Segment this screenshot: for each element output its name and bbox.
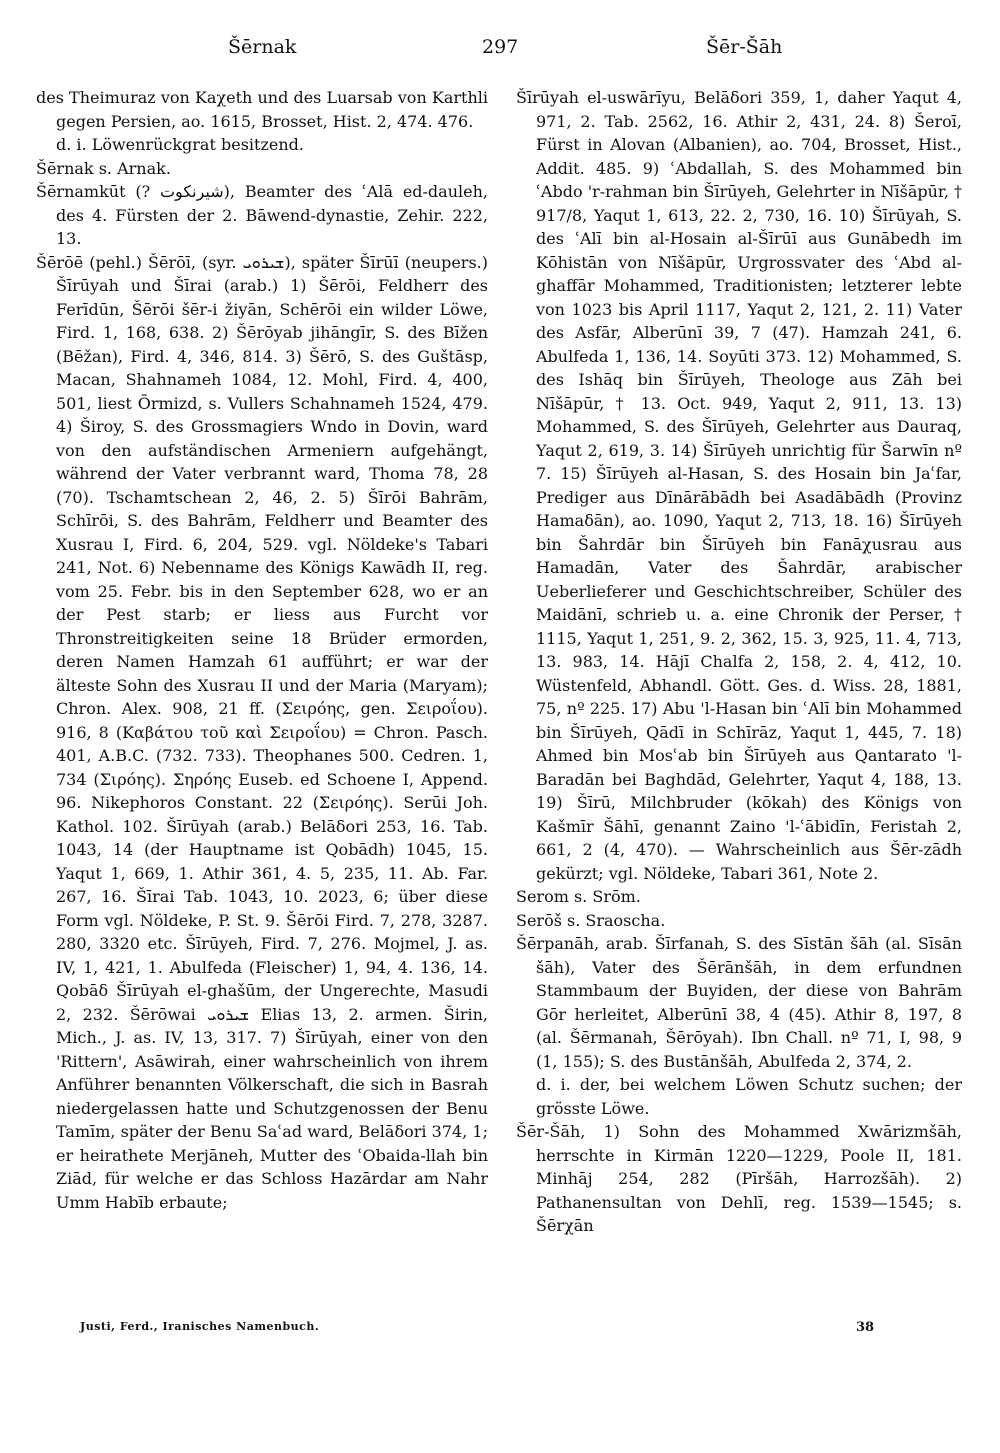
right-column <box>516 86 962 1238</box>
right-entry-0: Šīrūyah el-uswārīyu, Belāδori 359, 1, daher Yaqut 4, 971, 2. Tab. 2562, 16. Athir 2, 431, 24. 8) Šeroī, Fürst in Alovan (Albanien), ao. 704, Brosset, Hist., Addit. 485. 9) ʿAbdallah, S. des Mohammed bin ʿAbdo 'r-rahman bin Šīrūyeh, Gelehrter in Nīšāpūr, † 917/8, Yaqut 1, 613, 22. 2, 730, 16. 10) Šīrūyah, S. des ʿAlī bin al-Hosain al-Šīrūī aus Gunābedh im Kōhistān von Nīšāpūr, Urgrossvater des ʿAbd al-ghaffār Mohammed, Traditionisten; letzterer lebte von 1023 bis April 1117, Yaqut 2, 121, 2. 11) Vater des Asfār, Alberūnī 39, 7 (47). Hamzah 241, 6. Abulfeda 1, 136, 14. Soyūti 373. 12) Mohammed, S. des Ishāq bin Šīrūyeh, Theologe aus Zāh bei Nīšāpūr, † 13. Oct. 949, Yaqut 2, 911, 13. 13) Mohammed, S. des Šīrūyeh, Gelehrter aus Dauraq, Yaqut 2, 619, 3. 14) Šīrūyeh unrichtig für Šarwīn nº 7. 15) Šīrūyeh al-Hasan, S. des Hosain bin Jaʿfar, Prediger aus Dīnārābādh bei Asadābādh (Provinz Hamaδān), ao. 1090, Yaqut 2, 713, 18. 16) Šīrūyeh bin Šahrdār bin Šīrūyeh bin Fanāχusrau aus Hamadān, Vater des Šahrdār, arabischer Ueberlieferer und Geschichtschreiber, Schüler des Maidānī, schrieb u. a. eine Chronik der Perser, † 1115, Yaqut 1, 251, 9. 2, 362, 15. 3, 925, 11. 4, 713, 13. 983, 14. Hājī Chalfa 2, 158, 2. 4, 412, 10. Wüstenfeld, Abhandl. Gött. Ges. d. Wiss. 28, 1881, 75, nº 225. 17) Abu 'l-Hasan bin ʿAlī bin Mohammed bin Šīrūyeh, Qādī in Schīrāz, Yaqut 1, 445, 7. 18) Ahmed bin Mosʿab bin Šīrūyeh aus Qantarato 'l-Baradān bei Baghdād, Gelehrter, Yaqut 4, 188, 13. 19) Šīrū, Milchbruder (kōkah) des Königs von Kašmīr Šāhī, genannt Zaino 'l-ʿābidīn, Feristah 2, 661, 2 (4, 470). — Wahrscheinlich aus Šēr-zādh gekürzt; vgl. Nöldeke, Tabari 361, Note 2. <box>516 88 962 883</box>
right-entry-5: Šēr-Šāh, 1) Sohn des Mohammed Xwārizmšāh, herrschte in Kirmān 1220—1229, Poole II, 181. Minhāj 254, 282 (Pīršāh, Harrozšāh). 2) Pathanensultan von Dehlī, reg. 1539—1545; s. Šērχān <box>516 1122 962 1235</box>
footer-citation: Justi, Ferd., Iranisches Namenbuch. <box>80 1320 320 1333</box>
left-entry-0: des Theimuraz von Kaχeth und des Luarsab von Karthli gegen Persien, ao. 1615, Brosset, Hist. 2, 474. 476. <box>36 88 488 131</box>
signature-mark: 38 <box>856 1320 875 1335</box>
left-entry-3: Šērnamkūt (? شیرنکوت), Beamter des ʿAlā ed-dauleh, des 4. Fürsten der 2. Bāwend-dynastie, Zehir. 222, 13. <box>36 182 488 248</box>
left-entry-2: Šērnak s. Arnak. <box>36 158 171 178</box>
header-right-keyword: Šēr-Šāh <box>706 36 783 58</box>
right-entry-3: Šērpanāh, arab. Šīrfanah, S. des Sīstān šāh (al. Sīsān šāh), Vater des Šērānšāh, in dem erfundnen Stammbaum der Buyiden, der diese von Bahrām Gōr herleitet, Alberūnī 38, 4 (45). Athir 8, 197, 8 (al. Šērmanah, Šērōyah). Ibn Chall. nº 71, I, 98, 9 (1, 155); S. des Bustānšāh, Abulfeda 2, 374, 2. <box>516 934 962 1071</box>
right-note-4: d. i. der, bei welchem Löwen Schutz suchen; der grösste Löwe. <box>536 1075 962 1118</box>
right-entry-1: Serom s. Srōm. <box>516 887 641 906</box>
header-left-keyword: Šērnak <box>228 36 297 58</box>
running-header <box>0 36 1000 70</box>
right-entry-2: Serōš s. Sraoscha. <box>516 910 666 930</box>
page-number: 297 <box>482 36 519 58</box>
left-column <box>36 86 488 1214</box>
left-note-1: d. i. Löwenrückgrat besitzend. <box>56 135 304 154</box>
left-entry-4: Šērōē (pehl.) Šērōī, (syr. ܫܝܪܘܝ), später Šīrūī (neupers.) Šīrūyah und Šīrai (arab.) 1) Šērōi, Feldherr des Ferīdūn, Šērōi šēr-i žiyān, Schērōi ein wilder Löwe, Fird. 1, 168, 638. 2) Šērōyab jihāngīr, S. des Bīžen (Bēžan), Fird. 4, 346, 814. 3) Šērō, S. des Guštāsp, Macan, Shahnameh 1084, 12. Mohl, Fird. 4, 400, 501, liest Ōrmizd, s. Vullers Schahnameh 1524, 479. 4) Široy, S. des Grossmagiers Wndo in Dovin, ward von den aufständischen Armeniern aufgehängt, während der Vater verbrannt ward, Thoma 78, 28 (70). Tschamtschean 2, 46, 2. 5) Šīrōi Bahrām, Schīrōi, S. des Bahrām, Feldherr und Beamter des Xusrau I, Fird. 6, 204, 529. vgl. Nöldeke's Tabari 241, Not. 6) Nebenname des Königs Kawādh II, reg. vom 25. Febr. bis in den September 628, wo er an der Pest starb; er liess aus Furcht vor Thronstreitigkeiten seine 18 Brüder ermorden, deren Namen Hamzah 61 aufführt; er war der älteste Sohn des Xusrau II und der Maria (Maryam); Chron. Alex. 908, 21 ff. (Σειρόης, gen. Σειροΐου). 916, 8 (Καβάτου τοῦ καὶ Σειροΐου) = Chron. Pasch. 401, A.B.C. (732. 733). Theophanes 500. Cedren. 1, 734 (Σιρόης). Σηρόης Euseb. ed Schoene I, Append. 96. Nikephoros Constant. 22 (Σειρόης). Serūi Joh. Kathol. 102. Šīrūyah (arab.) Belāδori 253, 16. Tab. 1043, 14 (der Hauptname ist Qobādh) 1045, 15. Yaqut 1, 669, 1. Athir 361, 4. 5, 235, 11. Ab. Far. 267, 16. Šīrai Tab. 1043, 10. 2023, 6; über diese Form vgl. Nöldeke, P. St. 9. Šērōi Fird. 7, 278, 3287. 280, 3320 etc. Šīrūyeh, Fird. 7, 276. Mojmel, J. as. IV, 1, 421, 1. Abulfeda (Fleischer) 1, 94, 4. 136, 14. Qobāδ Šīrūyah el-ghašūm, der Ungerechte, Masudi 2, 232. Šērōwai ܫܝܪܘܝ Elias 13, 2. armen. Širin, Mich., J. as. IV, 13, 317. 7) Šīrūyah, einer von den 'Rittern', Asāwirah, einer wahrscheinlich von ihrem Anführer benannten Völkerschaft, die sich in Basrah niedergelassen hatte und Schutzgenossen der Benu Tamīm, später der Benu Saʿad ward, Belāδori 374, 1; er heirathete Merjāneh, Mutter des ʿObaida-llah bin Ziād, für welche er das Schloss Hazārdar am Nahr Umm Habīb erbaute; <box>36 252 488 1212</box>
